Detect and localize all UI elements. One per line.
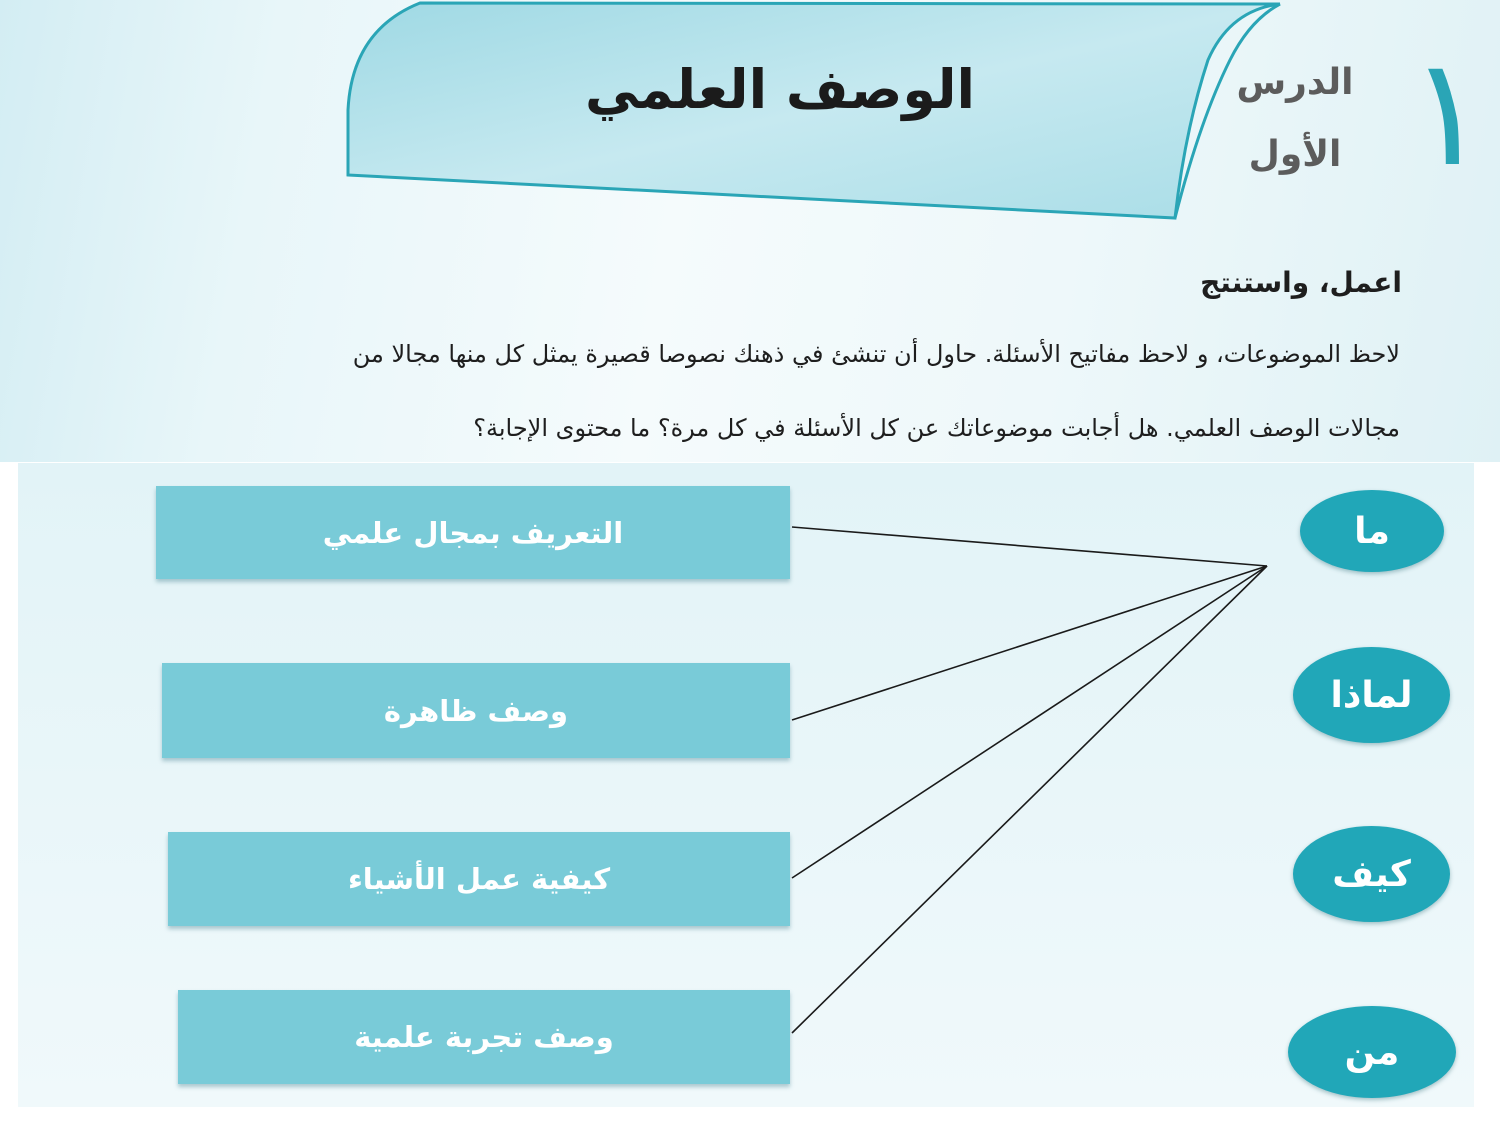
topic-box <box>168 832 790 926</box>
question-key-label: من <box>1344 1031 1400 1073</box>
question-key-oval <box>1293 647 1450 743</box>
connector-line-3 <box>792 566 1267 878</box>
question-key-label: ما <box>1354 510 1390 552</box>
topic-box <box>178 990 790 1084</box>
topic-box <box>162 663 790 758</box>
instruction-line-1: لاحظ الموضوعات، و لاحظ مفاتيح الأسئلة. حاول أن تنشئ في ذهنك نصوصا قصيرة يمثل كل منها مجالا من <box>352 340 1400 368</box>
lesson-number: ١ <box>1407 26 1489 200</box>
connector-line-1 <box>792 527 1267 566</box>
topic-box <box>156 486 790 579</box>
lesson-label: الدرس <box>1236 62 1354 103</box>
connector-line-2 <box>792 566 1267 720</box>
lesson-title: الوصف العلمي <box>584 58 976 121</box>
topic-label: وصف ظاهرة <box>383 693 569 728</box>
activity-heading: اعمل، واستنتج <box>1200 266 1402 299</box>
question-key-oval <box>1293 826 1450 922</box>
question-key-label: كيف <box>1332 853 1411 895</box>
topic-label: كيفية عمل الأشياء <box>347 862 611 896</box>
question-key-label: لماذا <box>1330 674 1413 716</box>
lesson-ordinal: الأول <box>1248 134 1342 175</box>
question-key-oval <box>1300 490 1444 572</box>
connector-line-4 <box>792 566 1267 1033</box>
topic-label: وصف تجربة علمية <box>354 1020 614 1054</box>
question-key-oval <box>1288 1006 1456 1098</box>
topic-label: التعريف بمجال علمي <box>322 515 624 550</box>
instruction-line-2: مجالات الوصف العلمي. هل أجابت موضوعاتك عن كل الأسئلة في كل مرة؟ ما محتوى الإجابة؟ <box>473 414 1400 442</box>
